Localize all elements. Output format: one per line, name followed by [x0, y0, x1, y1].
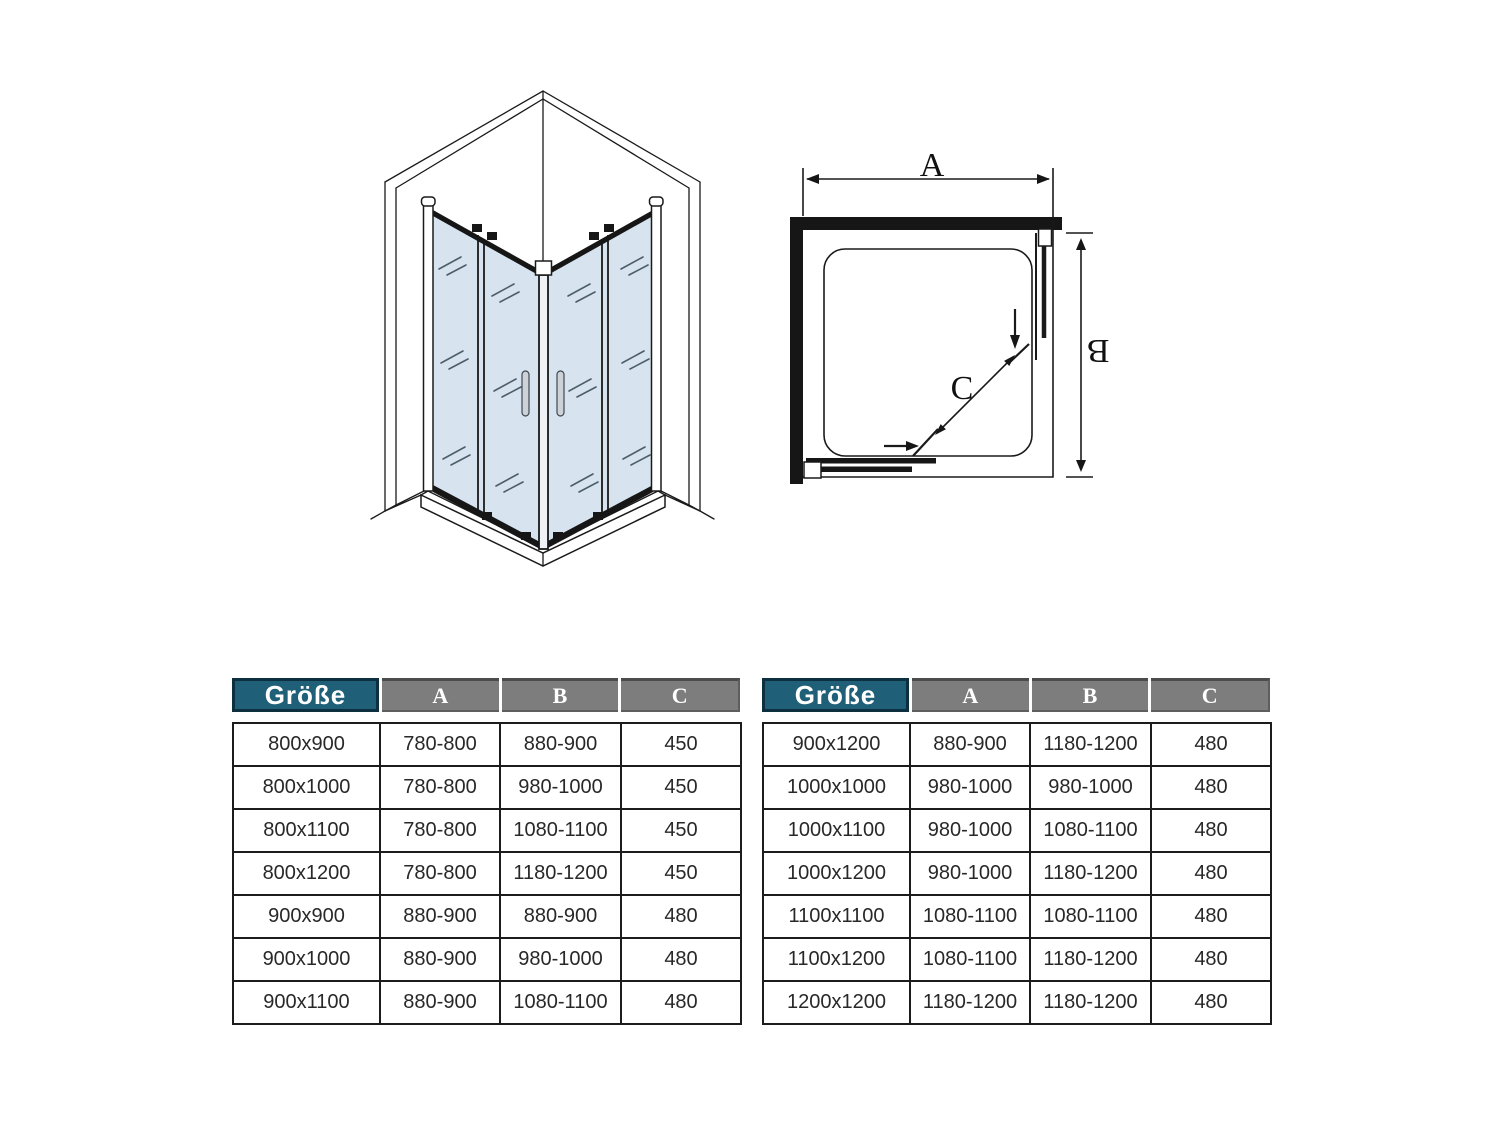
- table-cell: 480: [1151, 981, 1271, 1024]
- col-header-c: C: [621, 678, 740, 712]
- table-cell: 980-1000: [910, 852, 1030, 895]
- table-cell: 780-800: [380, 852, 500, 895]
- table-cell: 1080-1100: [910, 938, 1030, 981]
- table-cell: 1100x1100: [763, 895, 910, 938]
- size-table-body: [762, 722, 1272, 1025]
- dimension-b: [1066, 233, 1109, 477]
- col-header-c: C: [1151, 678, 1270, 712]
- table-cell: 1100x1200: [763, 938, 910, 981]
- isometric-shower-enclosure-diagram: [360, 75, 750, 600]
- table-row: [763, 809, 1271, 852]
- table-row: [233, 809, 741, 852]
- table-cell: 880-900: [910, 723, 1030, 766]
- door-handle-right: [557, 371, 564, 416]
- table-row: [763, 938, 1271, 981]
- table-cell: 1080-1100: [1030, 895, 1151, 938]
- table-cell: 1080-1100: [910, 895, 1030, 938]
- table-cell: 450: [621, 809, 741, 852]
- table-row: [763, 981, 1271, 1024]
- table-cell: 450: [621, 766, 741, 809]
- table-cell: 480: [621, 938, 741, 981]
- table-cell: 450: [621, 852, 741, 895]
- table-cell: 480: [1151, 809, 1271, 852]
- table-cell: 480: [621, 981, 741, 1024]
- table-cell: 980-1000: [500, 766, 621, 809]
- table-cell: 980-1000: [1030, 766, 1151, 809]
- table-header-row: [232, 678, 740, 712]
- size-table-left: [232, 678, 740, 1025]
- table-row: [233, 938, 741, 981]
- table-cell: 480: [1151, 938, 1271, 981]
- table-cell: 780-800: [380, 723, 500, 766]
- table-row: [233, 852, 741, 895]
- dim-label-b: B: [1086, 332, 1110, 369]
- table-cell: 1180-1200: [1030, 938, 1151, 981]
- table-cell: 1180-1200: [1030, 723, 1151, 766]
- table-cell: 480: [1151, 723, 1271, 766]
- table-cell: 900x1000: [233, 938, 380, 981]
- size-table-body: [232, 722, 742, 1025]
- table-cell: 1180-1200: [500, 852, 621, 895]
- table-row: [233, 895, 741, 938]
- table-cell: 980-1000: [910, 809, 1030, 852]
- table-cell: 1080-1100: [500, 809, 621, 852]
- table-cell: 980-1000: [910, 766, 1030, 809]
- size-header: Größe: [762, 678, 909, 712]
- plan-tray: [824, 249, 1032, 456]
- table-cell: 1000x1000: [763, 766, 910, 809]
- table-cell: 880-900: [500, 723, 621, 766]
- table-row: [233, 766, 741, 809]
- plan-view-diagram: [780, 130, 1125, 530]
- table-cell: 1180-1200: [910, 981, 1030, 1024]
- table-row: [763, 852, 1271, 895]
- table-cell: 800x900: [233, 723, 380, 766]
- table-cell: 880-900: [380, 895, 500, 938]
- table-cell: 1080-1100: [1030, 809, 1151, 852]
- table-cell: 1000x1100: [763, 809, 910, 852]
- table-cell: 1200x1200: [763, 981, 910, 1024]
- table-cell: 1080-1100: [500, 981, 621, 1024]
- table-cell: 800x1200: [233, 852, 380, 895]
- table-row: [763, 895, 1271, 938]
- size-table-right: [762, 678, 1270, 1025]
- size-header: Größe: [232, 678, 379, 712]
- dim-label-c: C: [950, 370, 974, 407]
- door-handle-left: [522, 371, 529, 416]
- table-cell: 1180-1200: [1030, 981, 1151, 1024]
- table-cell: 900x1100: [233, 981, 380, 1024]
- table-cell: 450: [621, 723, 741, 766]
- table-cell: 800x1100: [233, 809, 380, 852]
- table-cell: 900x900: [233, 895, 380, 938]
- table-cell: 780-800: [380, 766, 500, 809]
- table-cell: 1180-1200: [1030, 852, 1151, 895]
- dim-label-a: A: [919, 147, 945, 184]
- col-header-a: A: [382, 678, 499, 712]
- table-cell: 480: [1151, 766, 1271, 809]
- table-cell: 780-800: [380, 809, 500, 852]
- table-header-row: [762, 678, 1270, 712]
- col-header-a: A: [912, 678, 1029, 712]
- table-cell: 880-900: [380, 981, 500, 1024]
- col-header-b: B: [502, 678, 619, 712]
- table-row: [233, 981, 741, 1024]
- table-cell: 980-1000: [500, 938, 621, 981]
- table-row: [763, 723, 1271, 766]
- table-cell: 900x1200: [763, 723, 910, 766]
- table-cell: 880-900: [500, 895, 621, 938]
- table-cell: 880-900: [380, 938, 500, 981]
- table-row: [763, 766, 1271, 809]
- table-cell: 480: [1151, 895, 1271, 938]
- table-cell: 800x1000: [233, 766, 380, 809]
- table-cell: 480: [621, 895, 741, 938]
- table-cell: 480: [1151, 852, 1271, 895]
- col-header-b: B: [1032, 678, 1149, 712]
- table-cell: 1000x1200: [763, 852, 910, 895]
- table-row: [233, 723, 741, 766]
